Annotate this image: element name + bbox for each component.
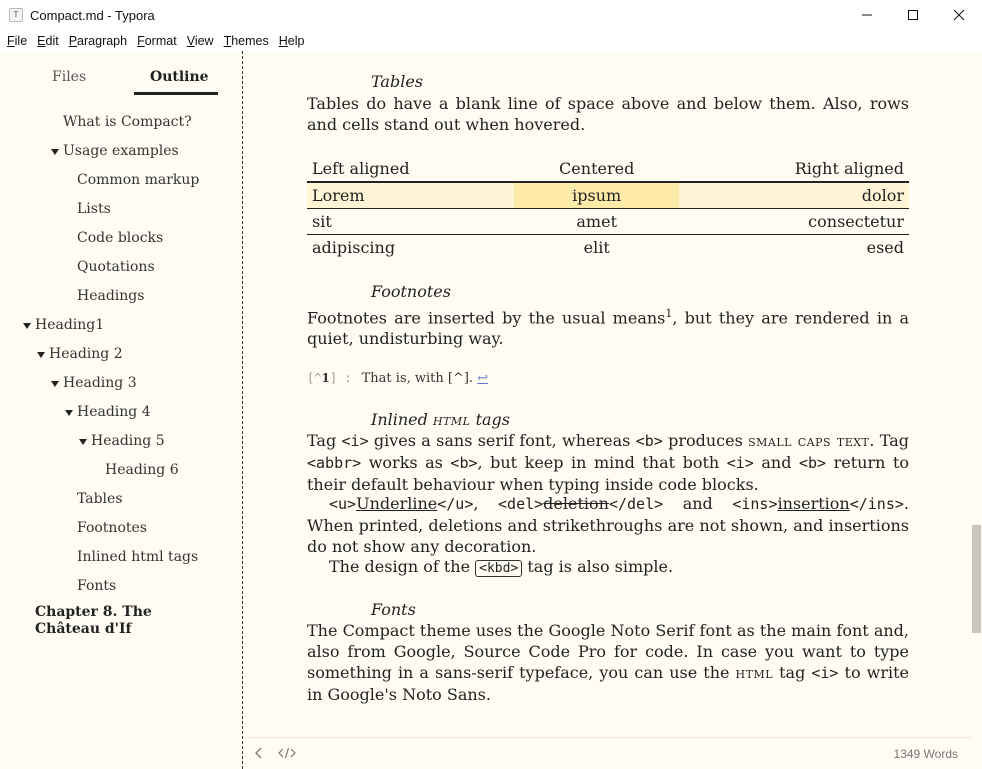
outline-item-quotations[interactable]: Quotations bbox=[77, 259, 155, 275]
menu-view[interactable]: View bbox=[186, 33, 214, 48]
heading-tables: Tables bbox=[371, 72, 424, 91]
caret-down-icon[interactable] bbox=[51, 149, 59, 155]
table-cell[interactable]: esed bbox=[866, 237, 904, 257]
window-title: Compact.md - Typora bbox=[30, 7, 155, 23]
outline-item-chapter-8[interactable]: Chapter 8. The Château d'If bbox=[35, 604, 152, 637]
footnote-ref[interactable]: 1 bbox=[665, 307, 673, 320]
footnote-back-link[interactable]: ↩ bbox=[477, 371, 489, 386]
heading-footnotes: Footnotes bbox=[371, 282, 451, 301]
outline-item-heading1[interactable]: Heading1 bbox=[35, 317, 105, 333]
status-left-controls bbox=[254, 746, 296, 763]
outline-item-what-is-compact[interactable]: What is Compact? bbox=[63, 114, 192, 130]
table-header-cell: Left aligned bbox=[307, 155, 514, 182]
minimize-icon bbox=[861, 9, 873, 21]
active-tab-indicator bbox=[134, 92, 218, 95]
outline-item-heading6[interactable]: Heading 6 bbox=[105, 462, 179, 478]
outline-item-inlined-html-tags[interactable]: Inlined html tags bbox=[77, 549, 199, 565]
table-cell[interactable]: adipiscing bbox=[312, 237, 396, 257]
footnote-definition: [^1] : That is, with [^]. ↩ bbox=[307, 371, 489, 386]
demo-table bbox=[307, 155, 909, 260]
table-cell[interactable]: dolor bbox=[679, 182, 909, 208]
outline-item-common-markup[interactable]: Common markup bbox=[77, 172, 200, 188]
table-row[interactable] bbox=[307, 234, 909, 260]
table-cell[interactable]: Lorem bbox=[307, 182, 514, 208]
minimize-button[interactable] bbox=[844, 0, 890, 30]
table-cell[interactable]: amet bbox=[514, 208, 678, 234]
outline-item-heading5[interactable]: Heading 5 bbox=[91, 433, 165, 449]
inlined-paragraph-1: Tag <i> gives a sans serif font, whereas <b> produces small caps text. Tag <abbr> works as <b>, but keep in mind that both <i> and <b> return to their default behaviour when typing inside code blocks. bbox=[307, 431, 910, 494]
menu-format[interactable]: Format bbox=[137, 33, 177, 48]
heading-fonts: Fonts bbox=[371, 600, 416, 619]
menu-edit[interactable]: Edit bbox=[37, 33, 59, 48]
scrollbar-thumb[interactable] bbox=[972, 525, 981, 633]
source-code-mode-button[interactable] bbox=[278, 746, 296, 763]
close-button[interactable] bbox=[936, 0, 982, 30]
code-icon bbox=[278, 746, 296, 760]
sidebar-tabs bbox=[0, 51, 243, 97]
caret-down-icon[interactable] bbox=[65, 410, 73, 416]
kbd-sample: <kbd> bbox=[475, 560, 522, 577]
close-icon bbox=[953, 9, 965, 21]
menu-file[interactable]: File bbox=[7, 33, 28, 48]
vertical-scrollbar[interactable] bbox=[972, 51, 982, 769]
caret-down-icon[interactable] bbox=[79, 439, 87, 445]
caret-down-icon[interactable] bbox=[23, 323, 31, 329]
table-row-hovered[interactable] bbox=[307, 182, 909, 208]
tab-files[interactable]: Files bbox=[52, 69, 87, 85]
table-cell[interactable]: elit bbox=[583, 237, 610, 257]
sidebar bbox=[0, 51, 243, 769]
menu-help[interactable]: Help bbox=[278, 33, 305, 48]
maximize-icon bbox=[907, 9, 919, 21]
caret-down-icon[interactable] bbox=[37, 352, 45, 358]
footnotes-paragraph: Footnotes are inserted by the usual means$^1$, but they are rendered in a quiet, undisturbing way. bbox=[307, 307, 909, 349]
outline-item-footnotes[interactable]: Footnotes bbox=[77, 520, 147, 536]
outline-item-heading2[interactable]: Heading 2 bbox=[49, 346, 123, 362]
outline-item-heading4[interactable]: Heading 4 bbox=[77, 404, 151, 420]
tab-outline[interactable]: Outline bbox=[150, 69, 209, 85]
tables-paragraph: Tables do have a blank line of space above and below them. Also, rows and cells stand out when hovered. bbox=[307, 94, 909, 134]
status-bar bbox=[244, 737, 972, 769]
menu-bar bbox=[0, 30, 982, 51]
typora-app-icon: T bbox=[9, 8, 23, 22]
maximize-button[interactable] bbox=[890, 0, 936, 30]
menu-paragraph[interactable]: Paragraph bbox=[68, 33, 128, 48]
outline-item-tables[interactable]: Tables bbox=[77, 491, 123, 507]
menu-themes[interactable]: Themes bbox=[223, 33, 269, 48]
table-header-row bbox=[307, 155, 909, 182]
chevron-left-icon bbox=[254, 746, 264, 760]
table-cell-hovered[interactable]: ipsum bbox=[514, 182, 678, 208]
table-header-cell: Centered bbox=[514, 155, 678, 182]
inlined-paragraph-3: The design of the <kbd> tag is also simple. bbox=[329, 557, 674, 576]
inlined-paragraph-2: <u>Underline</u>, <del>deletion</del> and <ins>insertion</ins>. When printed, deletions and strikethroughs are not shown, and insertions do not show any decoration. bbox=[307, 494, 909, 556]
caret-down-icon[interactable] bbox=[51, 381, 59, 387]
outline-item-lists[interactable]: Lists bbox=[77, 201, 111, 217]
outline-item-fonts[interactable]: Fonts bbox=[77, 578, 117, 594]
window-controls bbox=[844, 0, 982, 30]
table-header-cell: Right aligned bbox=[679, 155, 909, 182]
table-cell[interactable]: consectetur bbox=[679, 208, 909, 234]
table-row[interactable] bbox=[307, 208, 909, 234]
outline-item-heading3[interactable]: Heading 3 bbox=[63, 375, 137, 391]
fonts-paragraph: The Compact theme uses the Google Noto Serif font as the main font and, also from Google, Source Code Pro for code. In case you want to type something in a sans-serif typeface, you can use the html tag <i> to write in Google's Noto Sans. bbox=[307, 621, 910, 704]
word-count[interactable]: 1349 Words bbox=[893, 747, 958, 761]
outline-item-headings[interactable]: Headings bbox=[77, 288, 145, 304]
heading-inlined-html-tags: Inlined html tags bbox=[371, 410, 510, 429]
outline-item-code-blocks[interactable]: Code blocks bbox=[77, 230, 164, 246]
outline-item-usage-examples[interactable]: Usage examples bbox=[63, 143, 179, 159]
table-cell[interactable]: sit bbox=[307, 208, 514, 234]
editor-content[interactable] bbox=[244, 51, 972, 737]
title-bar bbox=[0, 0, 982, 30]
toggle-sidebar-button[interactable] bbox=[254, 746, 264, 763]
